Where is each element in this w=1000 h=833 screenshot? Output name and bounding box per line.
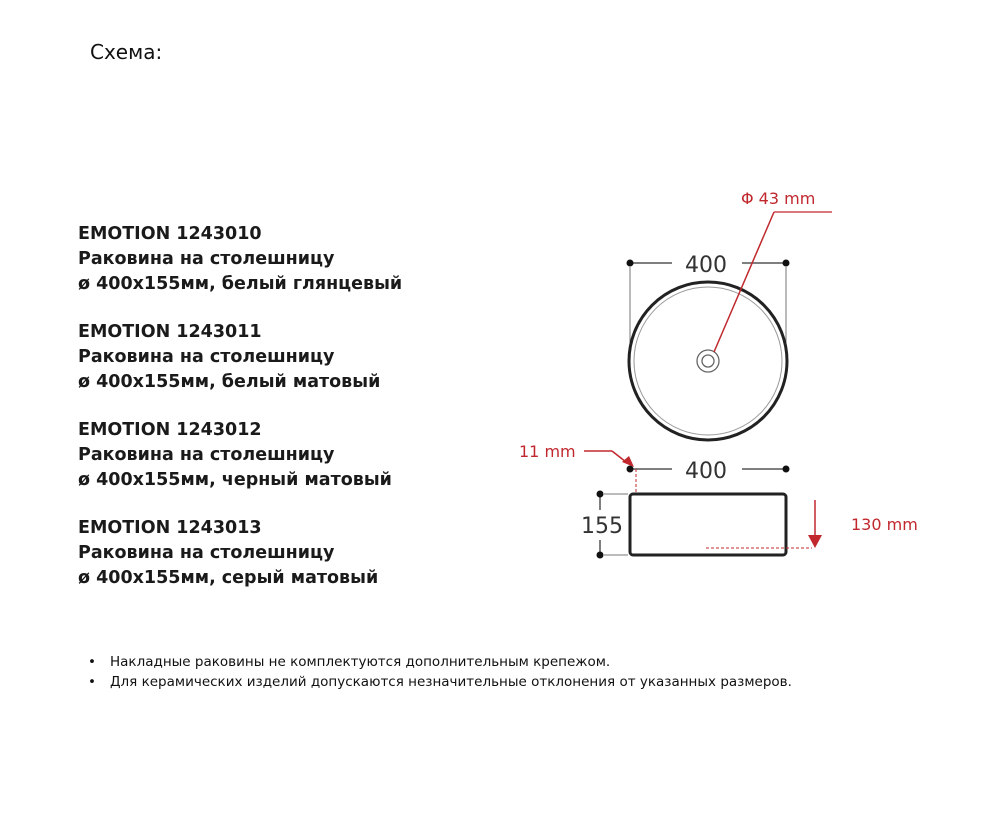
- note-text: Для керамических изделий допускаются незначительные отклонения от указанных размеров.: [110, 674, 792, 690]
- height-endpoint-top: [597, 491, 604, 498]
- height-label: 155: [581, 514, 623, 539]
- product-type: Раковина на столешницу: [78, 347, 335, 367]
- side-dimension-endpoint-left: [627, 466, 634, 473]
- wall-thickness-label: 11 mm: [519, 442, 576, 461]
- wall-callout-diagonal: [612, 451, 626, 462]
- top-width-label: 400: [685, 253, 727, 278]
- product-spec: ø 400x155мм, белый глянцевый: [78, 274, 403, 294]
- product-type: Раковина на столешницу: [78, 249, 335, 269]
- product-model: EMOTION 1243010: [78, 224, 262, 244]
- inner-depth-label: 130 mm: [851, 515, 918, 534]
- page-heading: Схема:: [90, 40, 163, 64]
- bullet-icon: •: [88, 674, 96, 690]
- product-model: EMOTION 1243011: [78, 322, 262, 342]
- wall-callout-arrowhead: [622, 456, 634, 467]
- bowl-outer-rim: [629, 282, 787, 440]
- product-model: EMOTION 1243013: [78, 518, 262, 538]
- inner-depth-arrowhead: [808, 535, 822, 548]
- side-view: [519, 442, 918, 559]
- bowl-inner-rim: [634, 287, 782, 435]
- note-text: Накладные раковины не комплектуются дополнительным крепежом.: [110, 654, 611, 670]
- height-endpoint-bottom: [597, 552, 604, 559]
- drain-outer: [697, 350, 719, 372]
- side-width-label: 400: [685, 459, 727, 484]
- bullet-icon: •: [88, 654, 96, 670]
- top-dimension-endpoint-right: [783, 260, 790, 267]
- note-item: [88, 652, 792, 672]
- note-item: [88, 672, 792, 692]
- drain-inner: [702, 355, 714, 367]
- side-dimension-endpoint-right: [783, 466, 790, 473]
- top-dimension-endpoint-left: [627, 260, 634, 267]
- product-spec: ø 400x155мм, белый матовый: [78, 372, 381, 392]
- top-view: [627, 189, 833, 440]
- notes-list: [88, 652, 792, 692]
- product-type: Раковина на столешницу: [78, 543, 335, 563]
- sink-body-profile: [630, 494, 786, 555]
- product-type: Раковина на столешницу: [78, 445, 335, 465]
- product-spec: ø 400x155мм, черный матовый: [78, 470, 392, 490]
- product-model: EMOTION 1243012: [78, 420, 262, 440]
- drain-diameter-label: Φ 43 mm: [741, 189, 816, 208]
- product-spec: ø 400x155мм, серый матовый: [78, 568, 379, 588]
